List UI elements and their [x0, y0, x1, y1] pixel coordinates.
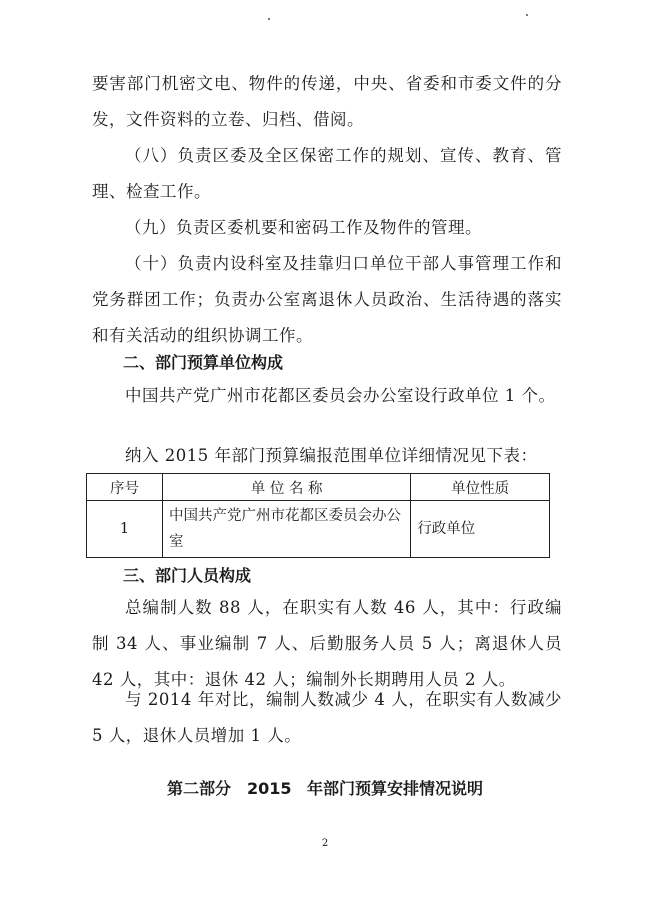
cell-seq: 1 [87, 501, 163, 558]
column-header-unit-name: 单 位 名 称 [162, 474, 410, 501]
section-heading-budget-units: 二、部门预算单位构成 [123, 353, 284, 372]
paragraph-duty-10: （十）负责内设科室及挂靠归口单位干部人事管理工作和党务群团工作；负责办公室离退休人员政治、生活待遇的落实和有关活动的组织协调工作。 [92, 254, 562, 345]
paragraph-personnel-comparison: 与 2014 年对比，编制人数减少 4 人，在职实有人数减少 5 人，退休人员增加 1 人。 [92, 690, 562, 745]
part-two-title: 第二部分 2015 年部门预算安排情况说明 [166, 779, 484, 798]
paragraph-duty-8: （八）负责区委及全区保密工作的规划、宣传、教育、管理、检查工作。 [92, 146, 562, 201]
scan-speck [268, 18, 270, 20]
budget-units-table [86, 473, 550, 558]
column-header-seq: 序号 [87, 474, 163, 501]
page-number: 2 [321, 838, 329, 849]
cell-unit-type: 行政单位 [411, 501, 550, 558]
section-heading-personnel: 三、部门人员构成 [123, 566, 252, 585]
paragraph-unit-composition: 中国共产党广州市花都区委员会办公室设行政单位 1 个。 [125, 386, 556, 405]
column-header-unit-type: 单位性质 [411, 474, 550, 501]
paragraph-duty-9: （九）负责区委机要和密码工作及物件的管理。 [125, 218, 482, 237]
table-row [87, 501, 550, 558]
scan-speck [526, 14, 528, 16]
cell-unit-name: 中国共产党广州市花都区委员会办公室 [162, 501, 410, 558]
paragraph-table-intro: 纳入 2015 年部门预算编报范围单位详细情况见下表： [125, 446, 538, 465]
table-header-row [87, 474, 550, 501]
paragraph-personnel-totals: 总编制人数 88 人，在职实有人数 46 人，其中：行政编制 34 人、事业编制 7 人、后勤服务人员 5 人；离退休人员 42 人，其中：退休 42 人；编制外长期聘用人员 2 人。 [92, 598, 562, 689]
paragraph-duties-continued: 要害部门机密文电、物件的传递，中央、省委和市委文件的分发，文件资料的立卷、归档、借阅。 [92, 74, 562, 129]
